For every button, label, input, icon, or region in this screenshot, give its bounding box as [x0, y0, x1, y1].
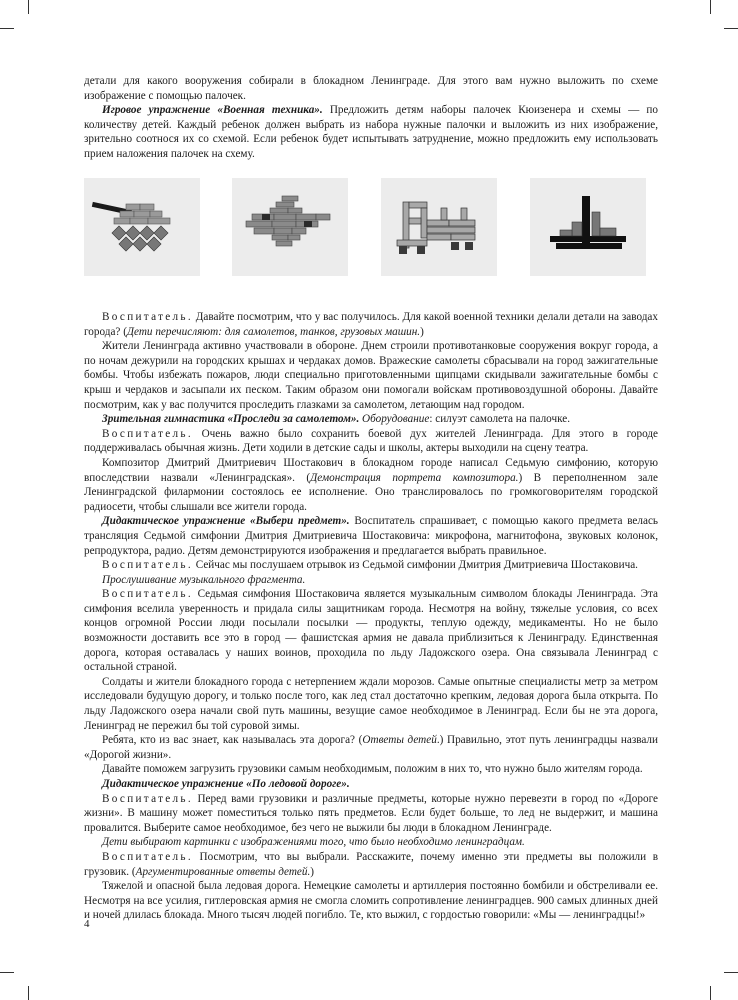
paragraph: Воспитатель. Давайте посмотрим, что у вас получилось. Для какой военной техники делали детали на заводах города? (Дети перечисляют: для самолетов, танков, грузовых машин.) [84, 311, 658, 338]
main-text [84, 310, 658, 923]
paragraph: Дети выбирают картинки с изображениями того, что было необходимо ленинградцам. [102, 836, 525, 849]
paragraph: Воспитатель. Сейчас мы послушаем отрывок из Седьмой симфонии Дмитрия Дмитриевича Шостаковича. [102, 559, 638, 572]
paragraph: Воспитатель. Посмотрим, что вы выбрали. Расскажите, почему именно эти предметы вы положили в грузовик. (Аргументированные ответы детей.) [84, 850, 658, 878]
paragraph: Дидактическое упражнение «Выбери предмет». Воспитатель спрашивает, с помощью какого предмета велась трансляция Седьмой симфонии Дмитрия Дмитриевича Шостаковича: микрофона, магнитофона, звуковых колонок, репродуктора, радио. Детям демонстрируются изображения и предлагается выбрать правильное. [84, 515, 659, 557]
crop-mark [28, 0, 29, 14]
game-exercise-paragraph: Игровое упражнение «Военная техника». Предложить детям наборы палочек Кюизенера и схемы — по количеству детей. Каждый ребенок должен выбрать из набора нужные палочки и выложить из них изображение, зрительно соотнося их со схемой. Если ребенок будет испытывать затруднение, можно предложить ему использовать прием наложения палочек на схему. [84, 104, 658, 160]
paragraph: Прослушивание музыкального фрагмента. [102, 573, 306, 586]
intro-block [84, 74, 658, 162]
crop-mark [724, 972, 738, 973]
paragraph: Воспитатель. Очень важно было сохранить боевой дух жителей Ленинграда. Для этого в городе поддерживалась обычная жизнь. Дети ходили в детские сады и школы, актеры выходили на сцену театра. [84, 427, 658, 455]
figure-tank [84, 178, 200, 276]
exercise-label: Зрительная гимнастика «Проследи за самолетом». [102, 413, 360, 426]
paragraph: Тяжелой и опасной была ледовая дорога. Немецкие самолеты и артиллерия постоянно бомбили и обстреливали ее. Несмотря на все усилия, гитлеровская армия не смогла сломить сопротивление ленинградцев. 900 самых длинных дней и ночей длилась блокада. Много тысяч людей погибло. Те, кто выжил, с гордостью говорили: «Мы — ленинградцы!» [84, 880, 658, 922]
truck-icon [381, 178, 497, 276]
crop-mark [710, 0, 711, 14]
page-number: 4 [84, 918, 90, 930]
paragraph: Композитор Дмитрий Дмитриевич Шостакович в блокадном городе написал Седьмую симфонию, которую впоследствии назвали «Ленинградская». (Демонстрация портрета композитора.) В переполненном зале Ленинградской филармонии состоялось ее исполнение. Оно транслировалось по громкоговорителям городской радиосети, чтобы слышали все жители города. [84, 456, 658, 513]
paragraph: Солдаты и жители блокадного города с нетерпением ждали морозов. Самые опытные специалисты метр за метром исследовали будущую дорогу, и только после того, как лед стал достаточно крепким, ледовая дорога была открыта. По льду Ладожского озера начали свой путь машины, везущие самое необходимое в Ленинград. Если бы не эта дорога, Ленинград не пережил бы той суровой зимы. [84, 675, 658, 732]
crop-mark [0, 972, 14, 973]
speaker-label: Воспитатель. [102, 559, 193, 572]
ship-icon [530, 178, 646, 276]
exercise-label: Игровое упражнение «Военная техника». [102, 104, 323, 117]
paragraph: Жители Ленинграда активно участвовали в обороне. Днем строили противотанковые сооружения вокруг города, а по ночам дежурили на городских крышах и чердаках домов. Вражеские самолеты сбрасывали на город зажигательные бомбы. Чтобы избежать пожаров, люди специально приготовленными щипцами скидывали зажигательные бомбы с крыш и чердаков и засыпали их песком. Таким образом они помогали войскам противовоздушной обороны. Давайте посмотрим, как у вас получится проследить глазками за самолетом, летающим над городом. [84, 340, 658, 411]
crop-mark [724, 28, 738, 29]
speaker-label: Воспитатель. [102, 588, 193, 601]
exercise-label: Дидактическое упражнение «По ледовой дороге». [102, 778, 350, 790]
tank-icon [84, 178, 200, 276]
figure-airplane [232, 178, 348, 276]
speaker-label: Воспитатель. [102, 792, 193, 805]
figure-row [84, 178, 658, 276]
crop-mark [28, 986, 29, 1000]
speaker-label: Воспитатель. [102, 427, 193, 440]
speaker-label: Воспитатель. [102, 850, 193, 863]
crop-mark [710, 986, 711, 1000]
intro-paragraph: детали для какого вооружения собирали в блокадном Ленинграде. Для этого вам нужно выложить по схеме изображение с помощью палочек. [84, 75, 658, 102]
paragraph: Воспитатель. Седьмая симфония Шостаковича является музыкальным символом блокады Ленинграда. Эта симфония вселила уверенность и придала силы защитникам города. Несмотря на войну, тяжелые условия, со всех концов огромной России люди посылали посылки — продукты, теплую одежду, медикаменты. Но не было возможности доставить все это в город — фашистская армия не давала приблизиться к Ленинграду. Единственная дорога, которая оставалась у наших воинов, проходила по льду Ладожского озера. Она связывала Ленинград с остальной страной. [84, 588, 658, 674]
figure-truck [381, 178, 497, 276]
paragraph: Давайте поможем загрузить грузовики самым необходимым, положим в них то, что нужно было жителям города. [102, 763, 643, 776]
figure-ship [530, 178, 646, 276]
paragraph: Ребята, кто из вас знает, как называлась эта дорога? (Ответы детей.) Правильно, этот путь ленинградцы назвали «Дорогой жизни». [84, 734, 659, 761]
paragraph: Зрительная гимнастика «Проследи за самолетом». Оборудование: силуэт самолета на палочке. [102, 413, 571, 426]
paragraph: Воспитатель. Перед вами грузовики и различные предметы, которые нужно перевезти в город по «Дороге жизни». В машину может поместиться только пять предметов. Если будет больше, то лед не выдержит, и машина провалится. Выберите самое необходимое, без чего не выжили бы люди в блокадном Ленинграде. [84, 792, 658, 834]
paragraph [84, 777, 658, 792]
exercise-label: Дидактическое упражнение «Выбери предмет». [102, 515, 350, 528]
crop-mark [0, 28, 14, 29]
speaker-label: Воспитатель. [102, 311, 193, 323]
airplane-icon [232, 178, 348, 276]
